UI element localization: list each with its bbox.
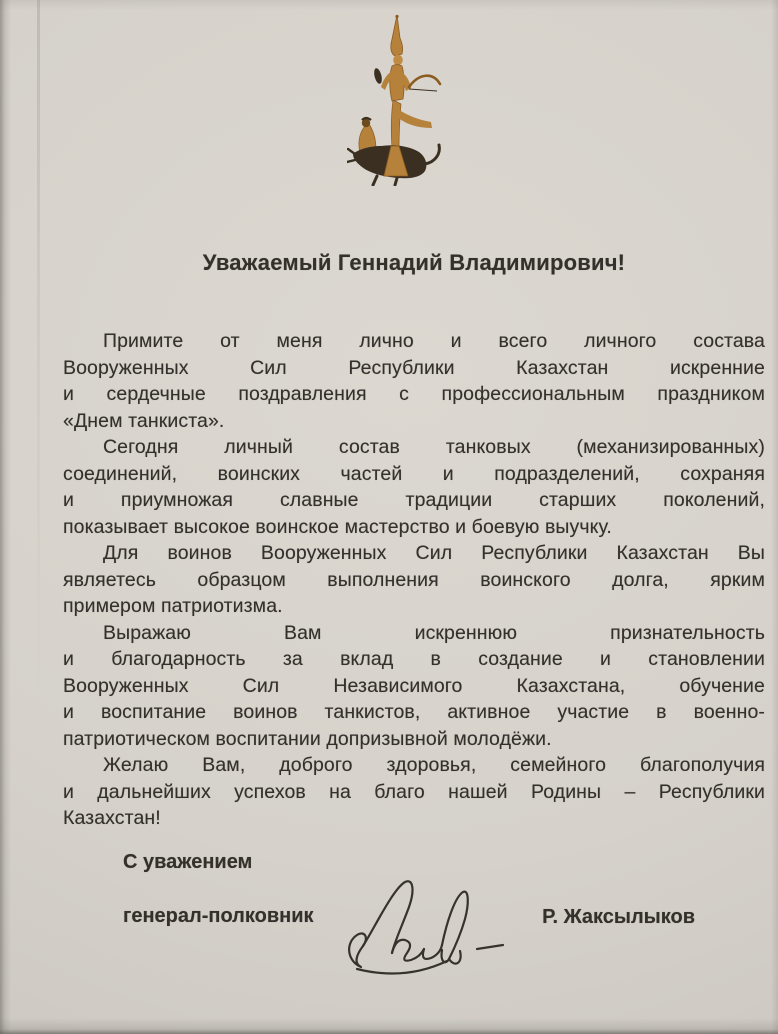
letter-line: Вооруженных Сил Независимого Казахстана, обучение — [63, 674, 765, 697]
signer-rank: генерал-полковник — [123, 904, 314, 927]
signature-row — [63, 903, 765, 963]
letter-line: и сердечные поздравления с профессиональным праздником — [63, 383, 765, 405]
letter-line: Казахстан! — [63, 807, 161, 829]
letter-line: являетесь образцом выполнения воинского долга, ярким — [63, 568, 765, 591]
golden-warrior-emblem — [347, 14, 447, 186]
letter-line: Примите от меня лично и всего личного состава — [103, 330, 765, 352]
letter-body — [63, 250, 765, 963]
bow-string — [409, 89, 437, 91]
letter-line: Вооруженных Сил Республики Казахстан искренние — [63, 356, 765, 379]
letter-line: Желаю Вам, доброго здоровья, семейного благополучия — [103, 754, 765, 776]
held-object — [373, 67, 383, 84]
leopard-tail — [425, 145, 439, 164]
letter-line: и благодарность за вклад в создание и становлении — [63, 648, 765, 670]
letter-line: Выражаю Вам искреннюю признательность — [103, 621, 765, 644]
letter-line: показывает высокое воинское мастерство и боевую выучку. — [63, 515, 612, 538]
warrior-leg — [391, 100, 401, 148]
paper-crease — [37, 0, 40, 1034]
letter-paragraph — [63, 328, 765, 434]
handwritten-signature — [341, 869, 573, 981]
letter-line: примером патриотизма. — [63, 595, 283, 617]
warrior-head — [393, 55, 403, 65]
salutation: Уважаемый Геннадий Владимирович! — [202, 250, 626, 275]
letter-paragraph — [63, 434, 765, 540]
hat-finial — [395, 15, 398, 18]
letter-paragraph — [63, 540, 765, 620]
letter-line: и воспитание воинов танкистов, активное участие в военно- — [63, 701, 765, 723]
letter-paragraph — [63, 752, 765, 832]
warrior-hat — [391, 15, 403, 56]
letter-paragraph — [63, 620, 765, 753]
letter-line: Сегодня личный состав танковых (механизированных) — [103, 436, 765, 458]
letter-line: и приумножая славные традиции старших поколений, — [63, 489, 765, 511]
letter-line: «Днем танкиста». — [63, 409, 225, 432]
closing-respectfully: С уважением — [123, 850, 253, 873]
warrior-extended-leg — [396, 110, 432, 128]
letter-line: патриотическом воспитании допризывной молодёжи. — [63, 727, 552, 750]
letter-line: Для воинов Вооруженных Сил Республики Казахстан Вы — [103, 542, 765, 564]
signer-name: Р. Жаксылыков — [542, 905, 695, 928]
bow — [409, 76, 440, 87]
letter-line: соединений, воинских частей и подразделений, сохраняя — [63, 462, 765, 485]
warrior-torso — [390, 65, 404, 102]
letter-line: и дальнейших успехов на благо нашей Родины – Республики — [63, 780, 765, 803]
